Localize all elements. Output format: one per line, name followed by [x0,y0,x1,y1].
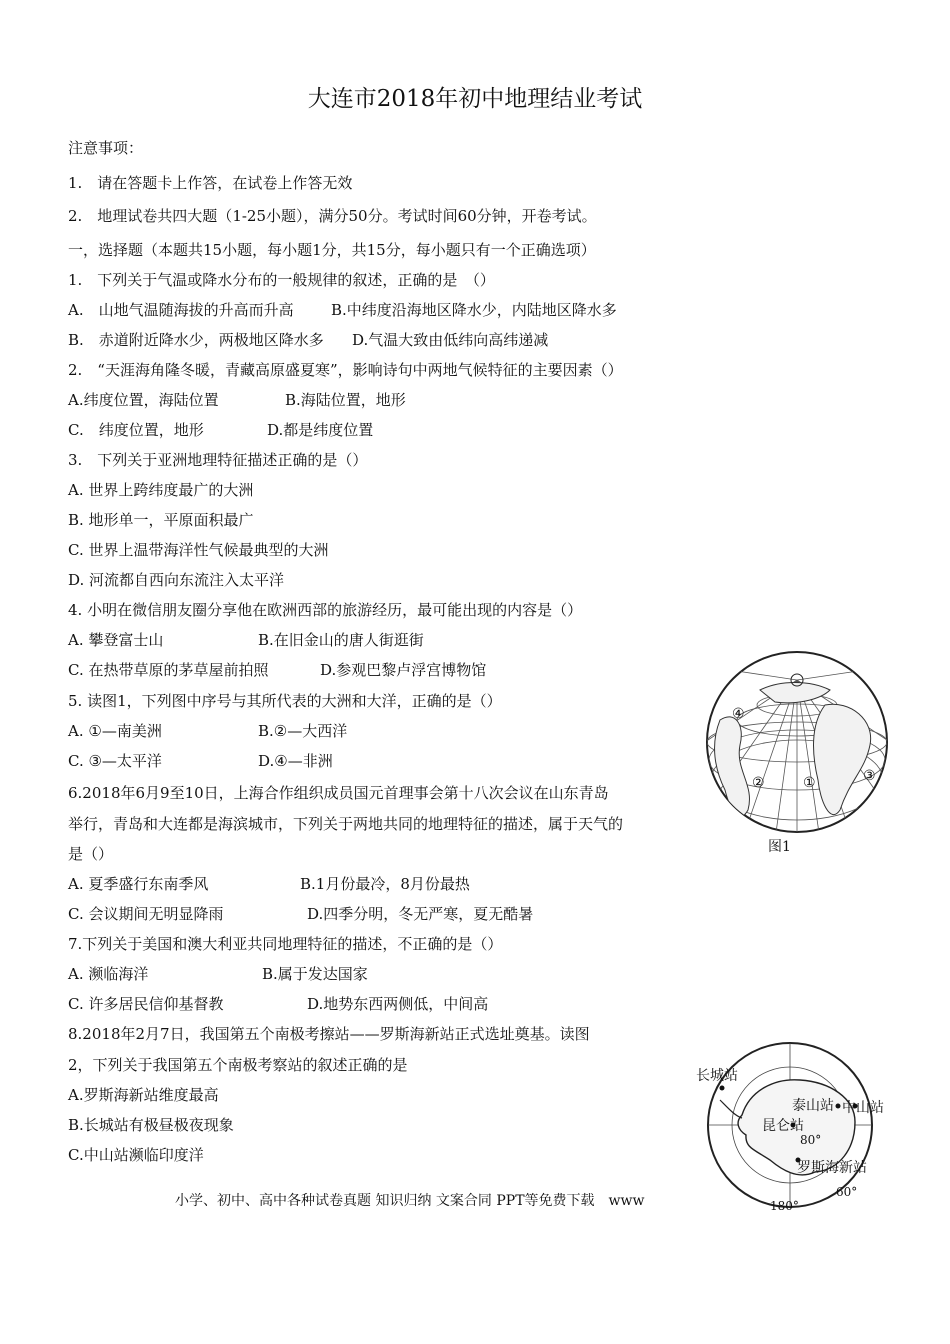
question-stem: 5. 读图1，下列图中序号与其所代表的大洲和大洋，正确的是（） [68,692,502,710]
option-c: C. ③—太平洋 [68,752,162,770]
station-label: 中山站 [842,1100,884,1116]
option-d: D.参观巴黎卢浮宫博物馆 [320,661,487,679]
degree-label: 60° [836,1185,858,1199]
page-title: 大连市2018年初中地理结业考试 [307,86,643,112]
option-b: B.中纬度沿海地区降水少，内陆地区降水多 [331,301,617,319]
degree-label: 180° [770,1199,799,1213]
figure-1-caption: 图1 [768,839,791,855]
notice-heading: 注意事项： [68,139,144,157]
option-a: A. 世界上跨纬度最广的大洲 [68,481,254,499]
option-c: C. 世界上温带海洋性气候最典型的大洲 [68,541,329,559]
globe-label: ③ [863,768,876,784]
question-stem: 是（） [68,845,114,863]
option-c: B. 赤道附近降水少，两极地区降水多 [68,331,324,349]
option-b: B.1月份最冷，8月份最热 [300,875,470,893]
option-b: B.属于发达国家 [262,965,368,983]
option-b: B. 地形单一，平原面积最广 [68,511,254,529]
station-label: 泰山站 [792,1098,834,1114]
option-a: A. 山地气温随海拔的升高而升高 [68,301,294,319]
option-d: D.气温大致由低纬向高纬递减 [352,331,549,349]
station-label: 罗斯海新站 [797,1160,867,1176]
question-stem: 8.2018年2月7日，我国第五个南极考擦站——罗斯海新站正式选址奠基。读图 [68,1025,590,1043]
question-stem: 1. 下列关于气温或降水分布的一般规律的叙述，正确的是 （） [68,271,495,289]
globe-label: ② [752,775,765,791]
option-a: A. 濒临海洋 [68,965,149,983]
option-c: C. 许多居民信仰基督教 [68,995,224,1013]
question-stem: 7.下列关于美国和澳大利亚共同地理特征的描述，不正确的是（） [68,935,503,953]
option-d: D.地势东西两侧低，中间高 [307,995,489,1013]
question-stem: 4. 小明在微信朋友圈分享他在欧洲西部的旅游经历，最可能出现的内容是（） [68,601,583,619]
section-heading: 一，选择题（本题共15小题，每小题1分，共15分，每小题只有一个正确选项） [68,241,596,259]
option-a: A.罗斯海新站维度最高 [68,1086,219,1104]
globe-label: ④ [732,706,745,722]
option-b: B.海陆位置，地形 [285,391,406,409]
option-a: A.纬度位置，海陆位置 [68,391,219,409]
option-d: D.④—非洲 [258,752,333,770]
option-a: A. ①—南美洲 [68,722,162,740]
question-stem: 6.2018年6月9至10日，上海合作组织成员国元首理事会第十八次会议在山东青岛 [68,784,609,802]
option-c: C. 在热带草原的茅草屋前拍照 [68,661,269,679]
option-c: C. 会议期间无明显降雨 [68,905,224,923]
question-stem: 举行，青岛和大连都是海滨城市，下列关于两地共同的地理特征的描述，属于天气的 [68,815,624,833]
question-stem: 2，下列关于我国第五个南极考察站的叙述正确的是 [68,1056,408,1074]
option-d: D.四季分明，冬无严寒，夏无酷暑 [307,905,534,923]
footer-text: 小学、初中、高中各种试卷真题 知识归纳 文案合同 PPT等免费下载 www [175,1193,645,1209]
degree-label: 80° [800,1133,822,1147]
option-d: D.都是纬度位置 [267,421,374,439]
option-d: D. 河流都自西向东流注入太平洋 [68,571,285,589]
notice-item: 1. 请在答题卡上作答，在试卷上作答无效 [68,174,353,192]
option-c: C. 纬度位置，地形 [68,421,204,439]
option-a: A. 攀登富士山 [68,631,164,649]
question-stem: 2. “天涯海角隆冬暖，青藏高原盛夏寒”，影响诗句中两地气候特征的主要因素（） [68,361,623,379]
station-label: 昆仑站 [762,1118,804,1134]
option-c: C.中山站濒临印度洋 [68,1146,204,1164]
option-b: B.在旧金山的唐人街逛街 [258,631,424,649]
option-a: A. 夏季盛行东南季风 [68,875,209,893]
figure-1-globe [700,650,895,835]
figure-2-antarctica [690,1030,900,1215]
option-b: B.②—大西洋 [258,722,348,740]
option-b: B.长城站有极昼极夜现象 [68,1116,234,1134]
station-label: 长城站 [696,1068,738,1084]
globe-label: ① [803,775,816,791]
notice-item: 2. 地理试卷共四大题（1-25小题），满分50分。考试时间60分钟，开卷考试。 [68,207,597,225]
question-stem: 3. 下列关于亚洲地理特征描述正确的是（） [68,451,368,469]
